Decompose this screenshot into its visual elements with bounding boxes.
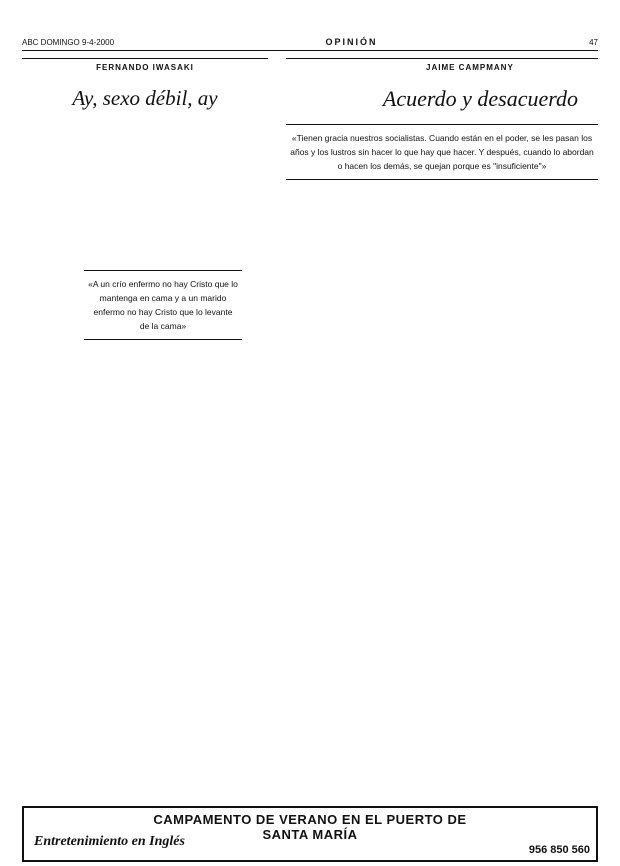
left-headline: Ay, sexo débil, ay [72, 86, 218, 110]
left-column [22, 58, 268, 788]
masthead [22, 36, 598, 48]
right-headline: Acuerdo y desacuerdo [382, 86, 578, 111]
right-column [286, 58, 598, 788]
advertisement [22, 806, 598, 862]
masthead-date: ABC DOMINGO 9-4-2000 [22, 37, 115, 47]
page-number: 47 [589, 37, 598, 47]
top-rule [22, 50, 598, 51]
right-byline: JAIME CAMPMANY [286, 58, 598, 76]
right-pull-quote: «Tienen gracia nuestros socialistas. Cuando están en el poder, se les pasan los años y los lustros sin hacer lo que hay que hacer. Y después, cuando lo abordan o hacen los demás, se quejan porque es "insuficiente"» [286, 124, 598, 180]
left-pull-quote: «A un crío enfermo no hay Cristo que lo mantenga en cama y a un marido enfermo no hay Cristo que lo levante de la cama» [84, 270, 242, 340]
ad-phone: 956 850 560 [528, 844, 590, 856]
ad-title: CAMPAMENTO DE VERANO EN EL PUERTO DE SANTA MARÍA [153, 812, 467, 842]
section-title: OPINIÓN [325, 37, 378, 47]
ad-subtitle: Entretenimiento en Inglés [34, 834, 185, 849]
left-byline: FERNANDO IWASAKI [22, 58, 268, 76]
